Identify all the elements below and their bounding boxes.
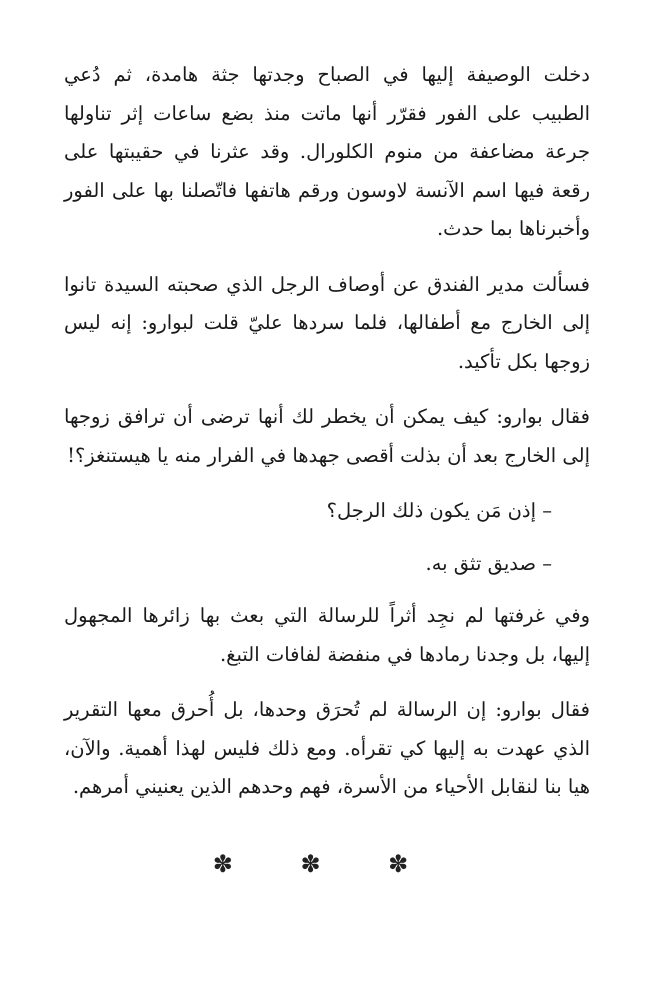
paragraph-maid-discovery: دخلت الوصيفة إليها في الصباح وجدتها جثة هامدة، ثم دُعي الطبيب على الفور فقرّر أنها ماتت منذ بضع ساعات إثر تناولها جرعة مضاعفة من منوم الكلورال. وقد عثرنا في حقيبتها على رقعة فيها اسم الآنسة لاوسون ورقم هاتفها فاتّصلنا بها على الفور وأخبرناها بما حدث. <box>64 63 590 240</box>
dialog-line-who-is-man: – إذن مَن يكون ذلك الرجل؟ <box>326 499 552 522</box>
paragraph-poirot-report: فقال بوارو: إن الرسالة لم تُحرَق وحدها، بل أُحرق معها التقرير الذي عهدت به إليها كي تقرأه. ومع ذلك فليس لهذا أهمية. والآن، هيا بنا لنقابل الأحياء من الأسرة، فهم وحدهم الذين يعنيني أمرهم. <box>64 698 590 798</box>
paragraph-letter-ashes: وفي غرفتها لم نجِد أثراً للرسالة التي بعث بها زائرها المجهول إليها، بل وجدنا رمادها في منفضة لفافات التبغ. <box>64 604 590 666</box>
dialog-line-trusted-friend: – صديق تثق به. <box>425 551 552 575</box>
paragraph-hotel-manager: فسألت مدير الفندق عن أوصاف الرجل الذي صحبته السيدة تانوا إلى الخارج مع أطفالها، فلما سردها عليّ قلت لبوارو: إنه ليس زوجها بكل تأكيد. <box>64 272 590 373</box>
paragraph-poirot-question: فقال بوارو: كيف يمكن أن يخطر لك أنها ترضى أن ترافق زوجها إلى الخارج بعد أن بذلت أقصى جهدها في الفرار منه يا هيستنغز؟! <box>64 405 590 467</box>
section-break-ornament: ✽ ✽ ✽ <box>212 850 439 878</box>
book-page-text <box>64 56 590 824</box>
